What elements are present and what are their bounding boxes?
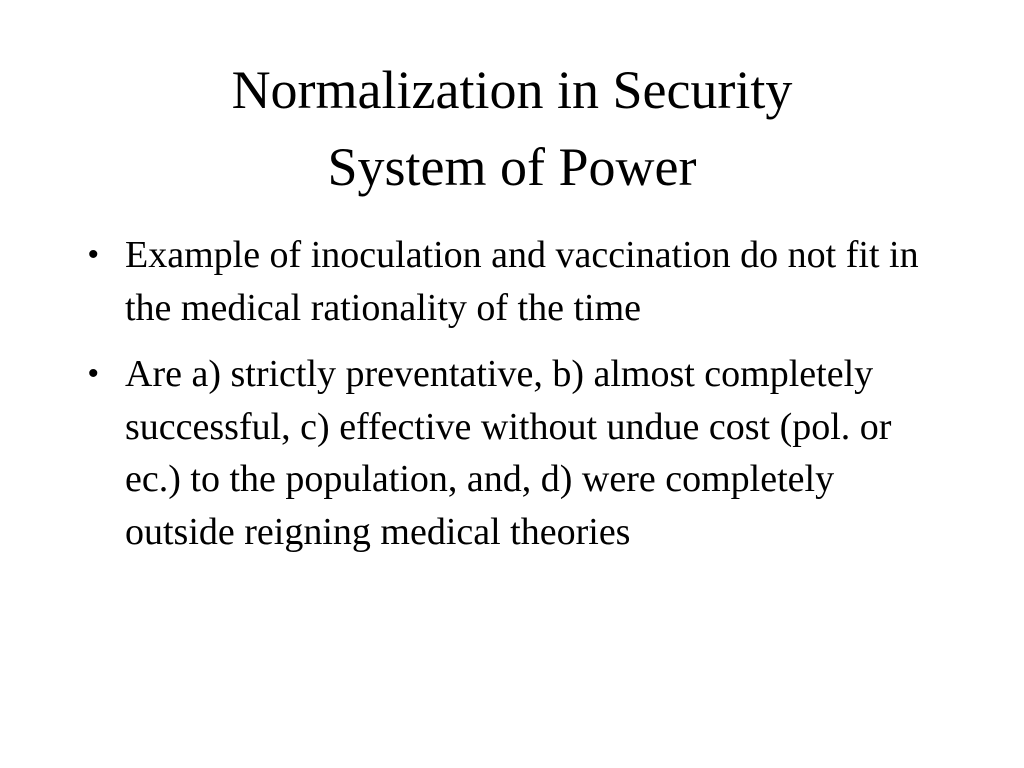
bullet-item-2 <box>88 348 948 558</box>
bullet-text-1: Example of inoculation and vaccination do not fit in the medical rationality of the time <box>125 234 919 329</box>
slide-title-line-1: Normalization in Security <box>231 60 793 120</box>
bullet-item-1 <box>88 229 948 334</box>
bullet-dot-icon: • <box>88 357 99 391</box>
bullet-dot-icon: • <box>88 238 99 272</box>
slide-title <box>62 52 962 205</box>
slide-title-line-2: System of Power <box>327 136 697 197</box>
bullet-list <box>88 229 948 558</box>
bullet-text-2: Are a) strictly preventative, b) almost completely successful, c) effective without undue cost (pol. or ec.) to the population, and, d) were completely outside reigning medical theories <box>125 353 892 553</box>
